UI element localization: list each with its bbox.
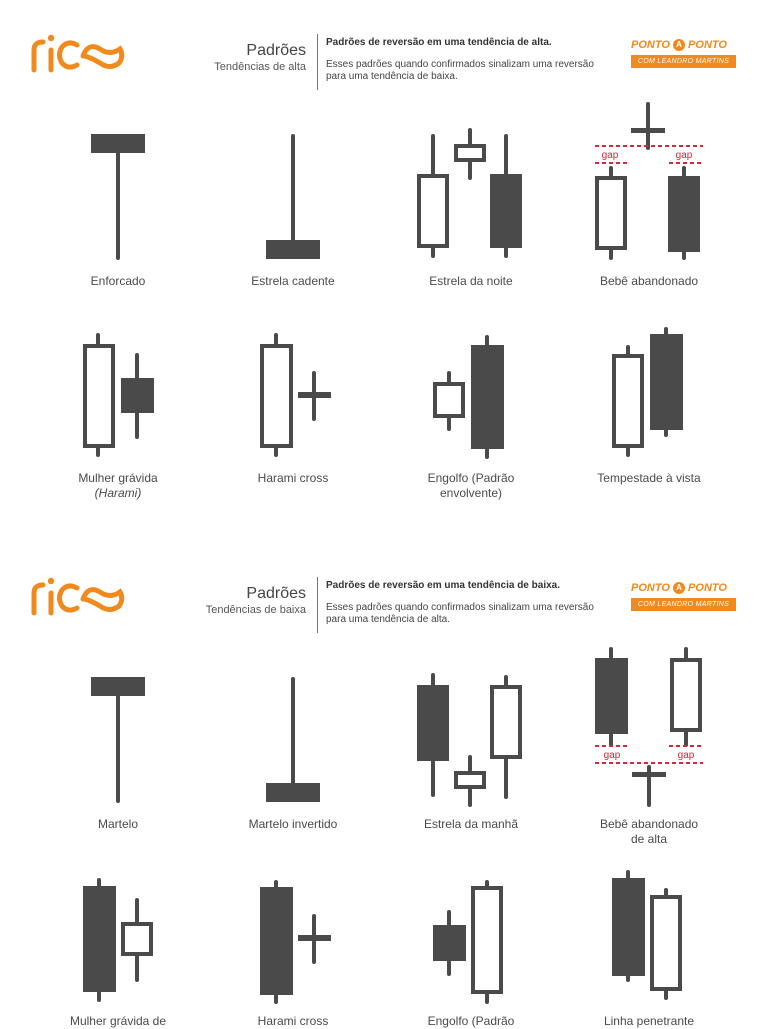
rico-logo bbox=[30, 30, 125, 76]
pattern-label: Martelo invertido bbox=[248, 817, 338, 831]
brand-tagline: COM LEANDRO MARTINS bbox=[631, 55, 736, 68]
header-title-block bbox=[214, 42, 306, 74]
pattern-tempestade-a-vista bbox=[561, 325, 737, 525]
header-divider bbox=[317, 34, 318, 90]
pattern-engolfo bbox=[383, 325, 559, 525]
harami-cross-candles-icon bbox=[205, 868, 381, 1008]
morning-star-candles-icon bbox=[383, 643, 559, 813]
pattern-engolfo bbox=[383, 868, 559, 1028]
pattern-label: Estrela cadente bbox=[251, 274, 335, 288]
pattern-harami-cross bbox=[205, 868, 381, 1028]
description-body: Esses padrões quando confirmados sinalizam uma reversão para uma tendência de alta. bbox=[326, 602, 594, 625]
pattern-label: Estrela da noite bbox=[429, 274, 513, 288]
header-divider bbox=[317, 577, 318, 633]
bullish-engulfing-candles-icon bbox=[383, 868, 559, 1008]
pattern-label: Engolfo (Padrão envolvente) bbox=[427, 471, 515, 500]
page-subtitle: Tendências de baixa bbox=[205, 604, 306, 616]
header-description bbox=[326, 579, 596, 626]
gap-label: gap bbox=[677, 750, 695, 761]
brand-dot-icon: A bbox=[673, 582, 685, 594]
brand-name: PONTO A PONTO bbox=[631, 582, 727, 594]
brand-tagline: COM LEANDRO MARTINS bbox=[631, 598, 736, 611]
harami-candles-icon bbox=[30, 325, 206, 465]
pattern-label: Harami cross bbox=[257, 471, 329, 485]
page-title: Padrões bbox=[246, 42, 306, 59]
abandoned-baby-bullish-candles-icon bbox=[561, 643, 737, 813]
pattern-label: Enforcado bbox=[90, 274, 146, 288]
section-downtrend bbox=[0, 543, 768, 1028]
pattern-label: Mulher grávida de bbox=[69, 1014, 167, 1028]
bullish-harami-candles-icon bbox=[30, 868, 206, 1008]
abandoned-baby-candles-icon bbox=[561, 100, 737, 270]
harami-cross-candles-icon bbox=[205, 325, 381, 465]
gap-label: gap bbox=[601, 150, 619, 161]
rico-logo bbox=[30, 573, 125, 619]
header-description bbox=[326, 36, 596, 83]
pattern-harami-cross bbox=[205, 325, 381, 525]
description-body: Esses padrões quando confirmados sinalizam uma reversão para uma tendência de baixa. bbox=[326, 59, 594, 82]
hanging-man-candle-icon bbox=[30, 100, 206, 270]
brand-name: PONTO A PONTO bbox=[631, 39, 727, 51]
pattern-mulher-gravida-de bbox=[30, 868, 206, 1028]
pattern-bebe-abandonado bbox=[561, 100, 737, 300]
pattern-estrela-da-noite bbox=[383, 100, 559, 300]
dark-cloud-candles-icon bbox=[561, 325, 737, 465]
pattern-estrela-cadente bbox=[205, 100, 381, 300]
pattern-label: Harami cross bbox=[257, 1014, 329, 1028]
brand-ponto-a-ponto bbox=[631, 581, 736, 611]
inverted-hammer-candle-icon bbox=[205, 643, 381, 813]
header-title-block bbox=[206, 585, 306, 617]
pattern-label: Estrela da manhã bbox=[423, 817, 519, 831]
pattern-label: Engolfo (Padrão bbox=[427, 1014, 515, 1028]
pattern-enforcado bbox=[30, 100, 206, 300]
shooting-star-candle-icon bbox=[205, 100, 381, 270]
pattern-label: Bebê abandonado bbox=[599, 274, 699, 288]
pattern-label: Martelo bbox=[97, 817, 138, 831]
evening-star-candles-icon bbox=[383, 100, 559, 270]
pattern-label: Bebê abandonado de alta bbox=[599, 817, 699, 846]
pattern-estrela-da-manha bbox=[383, 643, 559, 863]
brand-dot-icon: A bbox=[673, 39, 685, 51]
page-subtitle: Tendências de alta bbox=[214, 61, 306, 73]
gap-label: gap bbox=[603, 750, 621, 761]
piercing-line-candles-icon bbox=[561, 868, 737, 1008]
pattern-mulher-gravida bbox=[30, 325, 206, 525]
page-title: Padrões bbox=[246, 585, 306, 602]
pattern-linha-penetrante bbox=[561, 868, 737, 1028]
engulfing-candles-icon bbox=[383, 325, 559, 465]
pattern-martelo-invertido bbox=[205, 643, 381, 863]
pattern-bebe-abandonado-de-alta bbox=[561, 643, 737, 863]
hammer-candle-icon bbox=[30, 643, 206, 813]
pattern-label: Mulher grávida (Harami) bbox=[78, 471, 158, 500]
pattern-label: Linha penetrante bbox=[603, 1014, 695, 1028]
gap-label: gap bbox=[675, 150, 693, 161]
description-title: Padrões de reversão em uma tendência de alta. bbox=[326, 37, 552, 48]
description-title: Padrões de reversão em uma tendência de baixa. bbox=[326, 580, 560, 591]
pattern-martelo bbox=[30, 643, 206, 863]
brand-ponto-a-ponto bbox=[631, 38, 736, 68]
pattern-label: Tempestade à vista bbox=[597, 471, 701, 485]
